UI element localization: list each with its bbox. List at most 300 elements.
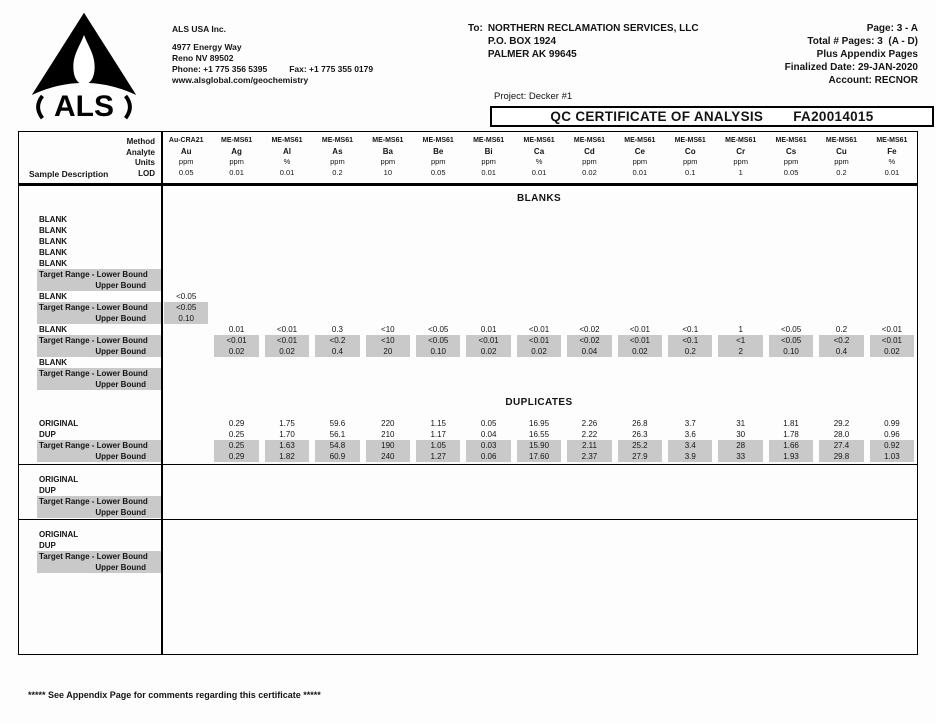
- cell-value: <0.05: [416, 335, 460, 346]
- cell-value: [366, 291, 410, 302]
- cell-value: [315, 357, 359, 368]
- column-lod: 0.2: [332, 167, 343, 177]
- cell-value: [618, 551, 662, 562]
- cell-value: [416, 258, 460, 269]
- cell-value: [517, 313, 561, 324]
- cell-value: [214, 379, 258, 390]
- cell-value: [668, 529, 712, 540]
- row-label: DUP: [39, 541, 56, 550]
- cell-value: [618, 485, 662, 496]
- certificate-title: QC CERTIFICATE OF ANALYSIS: [550, 109, 764, 124]
- als-logo: [26, 10, 142, 120]
- column-units: %: [888, 157, 896, 166]
- cell-value: [164, 540, 208, 551]
- cell-value: [870, 551, 914, 562]
- cell-value: [416, 225, 460, 236]
- cell-value: [618, 507, 662, 518]
- cell-value: [164, 368, 208, 379]
- cell-value: [164, 280, 208, 291]
- cell-value: [668, 247, 712, 258]
- cell-value: <0.01: [517, 335, 561, 346]
- cell-value: [366, 507, 410, 518]
- cell-value: [466, 269, 510, 280]
- cell-value: 0.25: [228, 430, 245, 439]
- cell-value: 0.01: [228, 325, 245, 334]
- cell-value: [315, 214, 359, 225]
- cell-value: <0.01: [881, 325, 903, 334]
- cell-value: [769, 247, 813, 258]
- lab-phone-fax: [172, 64, 373, 75]
- cell-value: [819, 225, 863, 236]
- cell-value: [214, 357, 258, 368]
- table-row: [19, 313, 917, 324]
- cell-value: [870, 225, 914, 236]
- cell-value: [517, 247, 561, 258]
- column-header: [867, 132, 917, 183]
- cell-value: 1.17: [430, 430, 447, 439]
- row-label: ORIGINAL: [39, 419, 79, 428]
- cell-value: [265, 357, 309, 368]
- cell-value: [668, 236, 712, 247]
- cell-value: [769, 562, 813, 573]
- row-label: Target Range - Lower Bound: [37, 302, 161, 313]
- lab-company-name: ALS USA Inc.: [172, 24, 226, 34]
- table-row: [19, 551, 917, 562]
- cell-value: [668, 214, 712, 225]
- column-analyte: Bi: [484, 146, 493, 156]
- cell-value: 0.04: [567, 346, 611, 357]
- cell-value: [315, 507, 359, 518]
- cell-value: [315, 225, 359, 236]
- cell-value: [214, 562, 258, 573]
- cell-value: <0.05: [780, 325, 802, 334]
- row-label: Upper Bound: [37, 313, 161, 324]
- cell-value: [265, 551, 309, 562]
- table-row: [19, 225, 917, 236]
- row-label: Target Range - Lower Bound: [37, 269, 161, 280]
- cell-value: [265, 313, 309, 324]
- cell-value: [164, 440, 208, 451]
- cell-value: [718, 313, 762, 324]
- table-row: [19, 429, 917, 440]
- cell-value: [567, 562, 611, 573]
- row-label: BLANK: [39, 358, 67, 367]
- row-label: ORIGINAL: [39, 475, 79, 484]
- cell-value: [466, 258, 510, 269]
- row-label: BLANK: [39, 226, 67, 235]
- cell-value: [819, 379, 863, 390]
- column-method: ME-MS61: [221, 137, 253, 144]
- cell-value: 0.29: [214, 451, 258, 462]
- cell-value: [618, 562, 662, 573]
- cell-value: <0.05: [176, 292, 197, 301]
- lod-label: LOD: [138, 168, 155, 178]
- cell-value: [718, 562, 762, 573]
- cell-value: [819, 540, 863, 551]
- cell-value: [819, 562, 863, 573]
- cell-value: [517, 258, 561, 269]
- cell-value: 3.9: [668, 451, 712, 462]
- cell-value: [668, 225, 712, 236]
- cell-value: <0.05: [769, 335, 813, 346]
- cell-value: <0.01: [870, 335, 914, 346]
- table-header: [19, 132, 917, 186]
- row-label: Upper Bound: [37, 451, 161, 462]
- cell-value: [214, 302, 258, 313]
- cell-value: [466, 302, 510, 313]
- cell-value: [567, 302, 611, 313]
- cell-value: [315, 291, 359, 302]
- cell-value: [265, 302, 309, 313]
- row-label: BLANK: [39, 292, 67, 301]
- column-header: [564, 132, 614, 183]
- cell-value: [164, 474, 208, 485]
- row-label: Target Range - Lower Bound: [37, 440, 161, 451]
- cell-value: [567, 236, 611, 247]
- cell-value: [164, 451, 208, 462]
- recipient-address-line2: PALMER AK 99645: [487, 49, 577, 60]
- cell-value: [718, 507, 762, 518]
- column-lod: 0.01: [229, 167, 244, 177]
- cell-value: [567, 247, 611, 258]
- column-method: ME-MS61: [271, 137, 303, 144]
- cell-value: 29.2: [833, 419, 850, 428]
- cell-value: 0.10: [769, 346, 813, 357]
- cell-value: 26.3: [632, 430, 648, 439]
- cell-value: [819, 302, 863, 313]
- cell-value: [517, 551, 561, 562]
- cell-value: [416, 540, 460, 551]
- column-analyte: Al: [283, 146, 292, 156]
- cell-value: [315, 529, 359, 540]
- cell-value: [214, 214, 258, 225]
- column-units: ppm: [481, 157, 496, 166]
- table-row: [19, 247, 917, 258]
- column-units: ppm: [582, 157, 597, 166]
- cell-value: 59.6: [329, 419, 346, 428]
- cell-value: [214, 551, 258, 562]
- column-method: ME-MS61: [372, 137, 404, 144]
- column-lod: 0.05: [783, 167, 799, 177]
- table-block: [19, 464, 917, 519]
- cell-value: [416, 291, 460, 302]
- cell-value: [769, 258, 813, 269]
- table-row: [19, 280, 917, 291]
- cell-value: [769, 485, 813, 496]
- cell-value: [618, 291, 662, 302]
- table-row: [19, 418, 917, 429]
- row-label: ORIGINAL: [39, 530, 79, 539]
- cell-value: [416, 357, 460, 368]
- cell-value: [870, 368, 914, 379]
- cell-value: 27.9: [618, 451, 662, 462]
- cell-value: [819, 291, 863, 302]
- cell-value: [164, 418, 208, 429]
- recipient-address-line1: P.O. BOX 1924: [487, 36, 557, 47]
- cell-value: [466, 247, 510, 258]
- cell-value: [618, 214, 662, 225]
- column-method: ME-MS61: [825, 137, 858, 144]
- cell-value: [416, 379, 460, 390]
- cell-value: [214, 225, 258, 236]
- cell-value: 54.8: [315, 440, 359, 451]
- cell-value: [870, 280, 914, 291]
- cell-value: [567, 474, 611, 485]
- column-header: [211, 132, 261, 183]
- cell-value: [366, 247, 410, 258]
- cell-value: [567, 225, 611, 236]
- column-analyte: Cr: [736, 146, 746, 156]
- cell-value: <0.01: [265, 335, 309, 346]
- cell-value: [315, 485, 359, 496]
- cell-value: 0.3: [331, 325, 343, 334]
- cell-value: [517, 291, 561, 302]
- cell-value: [819, 280, 863, 291]
- column-analyte: Ag: [231, 146, 242, 156]
- row-label: BLANK: [39, 237, 67, 246]
- cell-value: [870, 214, 914, 225]
- lab-address-line1: 4977 Energy Way: [172, 42, 242, 52]
- cell-value: [265, 562, 309, 573]
- cell-value: [164, 529, 208, 540]
- column-units: ppm: [733, 157, 748, 166]
- cell-value: [668, 474, 712, 485]
- cell-value: <0.05: [428, 325, 449, 334]
- cell-value: [769, 551, 813, 562]
- column-header: [262, 132, 312, 183]
- cell-value: 3.7: [684, 419, 696, 428]
- cell-value: [265, 379, 309, 390]
- column-method: ME-MS61: [473, 137, 505, 144]
- logo-left-paren: [38, 96, 42, 118]
- cell-value: [214, 485, 258, 496]
- cell-value: [870, 507, 914, 518]
- table-row: [19, 529, 917, 540]
- cell-value: [870, 302, 914, 313]
- row-label: Target Range - Lower Bound: [37, 368, 161, 379]
- cell-value: [466, 496, 510, 507]
- cell-value: [164, 562, 208, 573]
- cell-value: [466, 562, 510, 573]
- row-label: BLANK: [39, 259, 67, 268]
- cell-value: [416, 313, 460, 324]
- cell-value: [466, 474, 510, 485]
- cell-value: [164, 507, 208, 518]
- column-header: [715, 132, 765, 183]
- table-row: [19, 562, 917, 573]
- column-units: ppm: [330, 157, 345, 166]
- column-units: ppm: [834, 157, 849, 166]
- cell-value: 0.10: [416, 346, 460, 357]
- cell-value: 240: [366, 451, 410, 462]
- cell-value: 3.6: [684, 430, 696, 439]
- cell-value: [466, 236, 510, 247]
- cell-value: [567, 379, 611, 390]
- cell-value: [618, 302, 662, 313]
- cell-value: [265, 507, 309, 518]
- row-label: Target Range - Lower Bound: [37, 335, 161, 346]
- column-lod: 0.01: [531, 167, 547, 177]
- cell-value: [315, 562, 359, 573]
- cell-value: [315, 280, 359, 291]
- cell-value: [718, 291, 762, 302]
- cell-value: [718, 379, 762, 390]
- cell-value: [366, 562, 410, 573]
- cell-value: [164, 379, 208, 390]
- cell-value: [366, 496, 410, 507]
- cell-value: [668, 507, 712, 518]
- cell-value: 1.63: [265, 440, 309, 451]
- cell-value: [416, 247, 460, 258]
- cell-value: [618, 247, 662, 258]
- cell-value: [265, 496, 309, 507]
- cell-value: 0.05: [480, 419, 497, 428]
- cell-value: [618, 540, 662, 551]
- column-lod: 0.1: [685, 167, 696, 177]
- cell-value: [517, 214, 561, 225]
- cell-value: 16.95: [529, 419, 550, 428]
- table-row: [19, 474, 917, 485]
- column-method: ME-MS61: [876, 137, 908, 144]
- cell-value: [769, 225, 813, 236]
- cell-value: [870, 236, 914, 247]
- cell-value: [265, 529, 309, 540]
- cell-value: 33: [718, 451, 762, 462]
- cell-value: [769, 540, 813, 551]
- cell-value: <0.01: [629, 325, 650, 334]
- cell-value: [366, 379, 410, 390]
- cell-value: [466, 368, 510, 379]
- column-method: ME-MS61: [775, 137, 807, 144]
- cell-value: [265, 540, 309, 551]
- cell-value: <1: [718, 335, 762, 346]
- cell-value: [718, 302, 762, 313]
- cell-value: 0.10: [164, 313, 208, 324]
- cell-value: 1.81: [783, 419, 799, 428]
- lab-phone: Phone: +1 775 356 5395: [172, 64, 268, 74]
- cell-value: 1: [738, 325, 743, 334]
- cell-value: [265, 258, 309, 269]
- cell-value: 2.26: [581, 419, 598, 428]
- cell-value: 0.02: [517, 346, 561, 357]
- cell-value: [819, 551, 863, 562]
- cell-value: [214, 291, 258, 302]
- cell-value: <0.01: [528, 325, 550, 334]
- cell-value: [265, 474, 309, 485]
- logo-right-paren: [126, 96, 130, 118]
- cell-value: [718, 485, 762, 496]
- cell-value: [214, 540, 258, 551]
- column-method: ME-MS61: [624, 137, 656, 144]
- cell-value: [819, 474, 863, 485]
- column-units: %: [283, 157, 291, 166]
- cell-value: [265, 214, 309, 225]
- cell-value: [819, 485, 863, 496]
- column-units: %: [535, 157, 543, 166]
- cell-value: [164, 269, 208, 280]
- table-corner: [19, 132, 161, 183]
- cell-value: 26.8: [632, 419, 648, 428]
- letterhead: [172, 24, 373, 86]
- column-lod: 0.01: [481, 167, 496, 177]
- column-units: ppm: [229, 157, 244, 166]
- cell-value: [668, 540, 712, 551]
- cell-value: 190: [366, 440, 410, 451]
- cell-value: [466, 379, 510, 390]
- cell-value: [870, 485, 914, 496]
- account: Account: RECNOR: [828, 75, 918, 86]
- cell-value: [517, 540, 561, 551]
- cell-value: [214, 280, 258, 291]
- column-analyte: Ba: [382, 146, 393, 156]
- cell-value: [718, 357, 762, 368]
- cell-value: [769, 507, 813, 518]
- cell-value: [517, 280, 561, 291]
- cell-value: [416, 214, 460, 225]
- cell-value: [517, 507, 561, 518]
- page-number: Page: 3 - A: [866, 23, 918, 34]
- cell-value: [265, 269, 309, 280]
- row-label: BLANK: [39, 248, 67, 257]
- cell-value: 0.25: [214, 440, 258, 451]
- cell-value: 1.93: [769, 451, 813, 462]
- logo-als-text: ALS: [54, 90, 114, 120]
- cell-value: 1.05: [416, 440, 460, 451]
- cell-value: 0.04: [480, 430, 497, 439]
- cell-value: 2.11: [567, 440, 611, 451]
- cell-value: 0.02: [466, 346, 510, 357]
- cell-value: [718, 368, 762, 379]
- cell-value: [366, 357, 410, 368]
- cell-value: [164, 429, 208, 440]
- cell-value: [870, 313, 914, 324]
- footer-note: ***** See Appendix Page for comments regarding this certificate *****: [28, 690, 321, 700]
- cell-value: [618, 313, 662, 324]
- appendix-note: Plus Appendix Pages: [816, 49, 918, 60]
- cell-value: [265, 280, 309, 291]
- cell-value: [517, 368, 561, 379]
- cell-value: [819, 214, 863, 225]
- column-lod: 1: [738, 167, 743, 177]
- cell-value: [517, 562, 561, 573]
- table-row: [19, 302, 917, 313]
- table-row: [19, 379, 917, 390]
- cell-value: [769, 302, 813, 313]
- column-lod: 0.01: [279, 167, 295, 177]
- cell-value: [769, 280, 813, 291]
- column-header: [161, 132, 211, 183]
- column-analyte: Co: [684, 146, 696, 156]
- cell-value: 0.2: [668, 346, 712, 357]
- cell-value: [819, 236, 863, 247]
- cell-value: [668, 562, 712, 573]
- cell-value: [416, 280, 460, 291]
- column-lod: 10: [383, 167, 392, 177]
- cell-value: [366, 280, 410, 291]
- table-row: [19, 507, 917, 518]
- cell-value: <0.02: [579, 325, 600, 334]
- cell-value: [870, 379, 914, 390]
- cell-value: [315, 236, 359, 247]
- cell-value: [366, 551, 410, 562]
- column-headers: [161, 132, 917, 183]
- cell-value: [164, 335, 208, 346]
- cell-value: 0.4: [819, 346, 863, 357]
- cell-value: [366, 540, 410, 551]
- column-method: ME-MS61: [674, 137, 706, 144]
- cell-value: [718, 529, 762, 540]
- cell-value: 0.92: [870, 440, 914, 451]
